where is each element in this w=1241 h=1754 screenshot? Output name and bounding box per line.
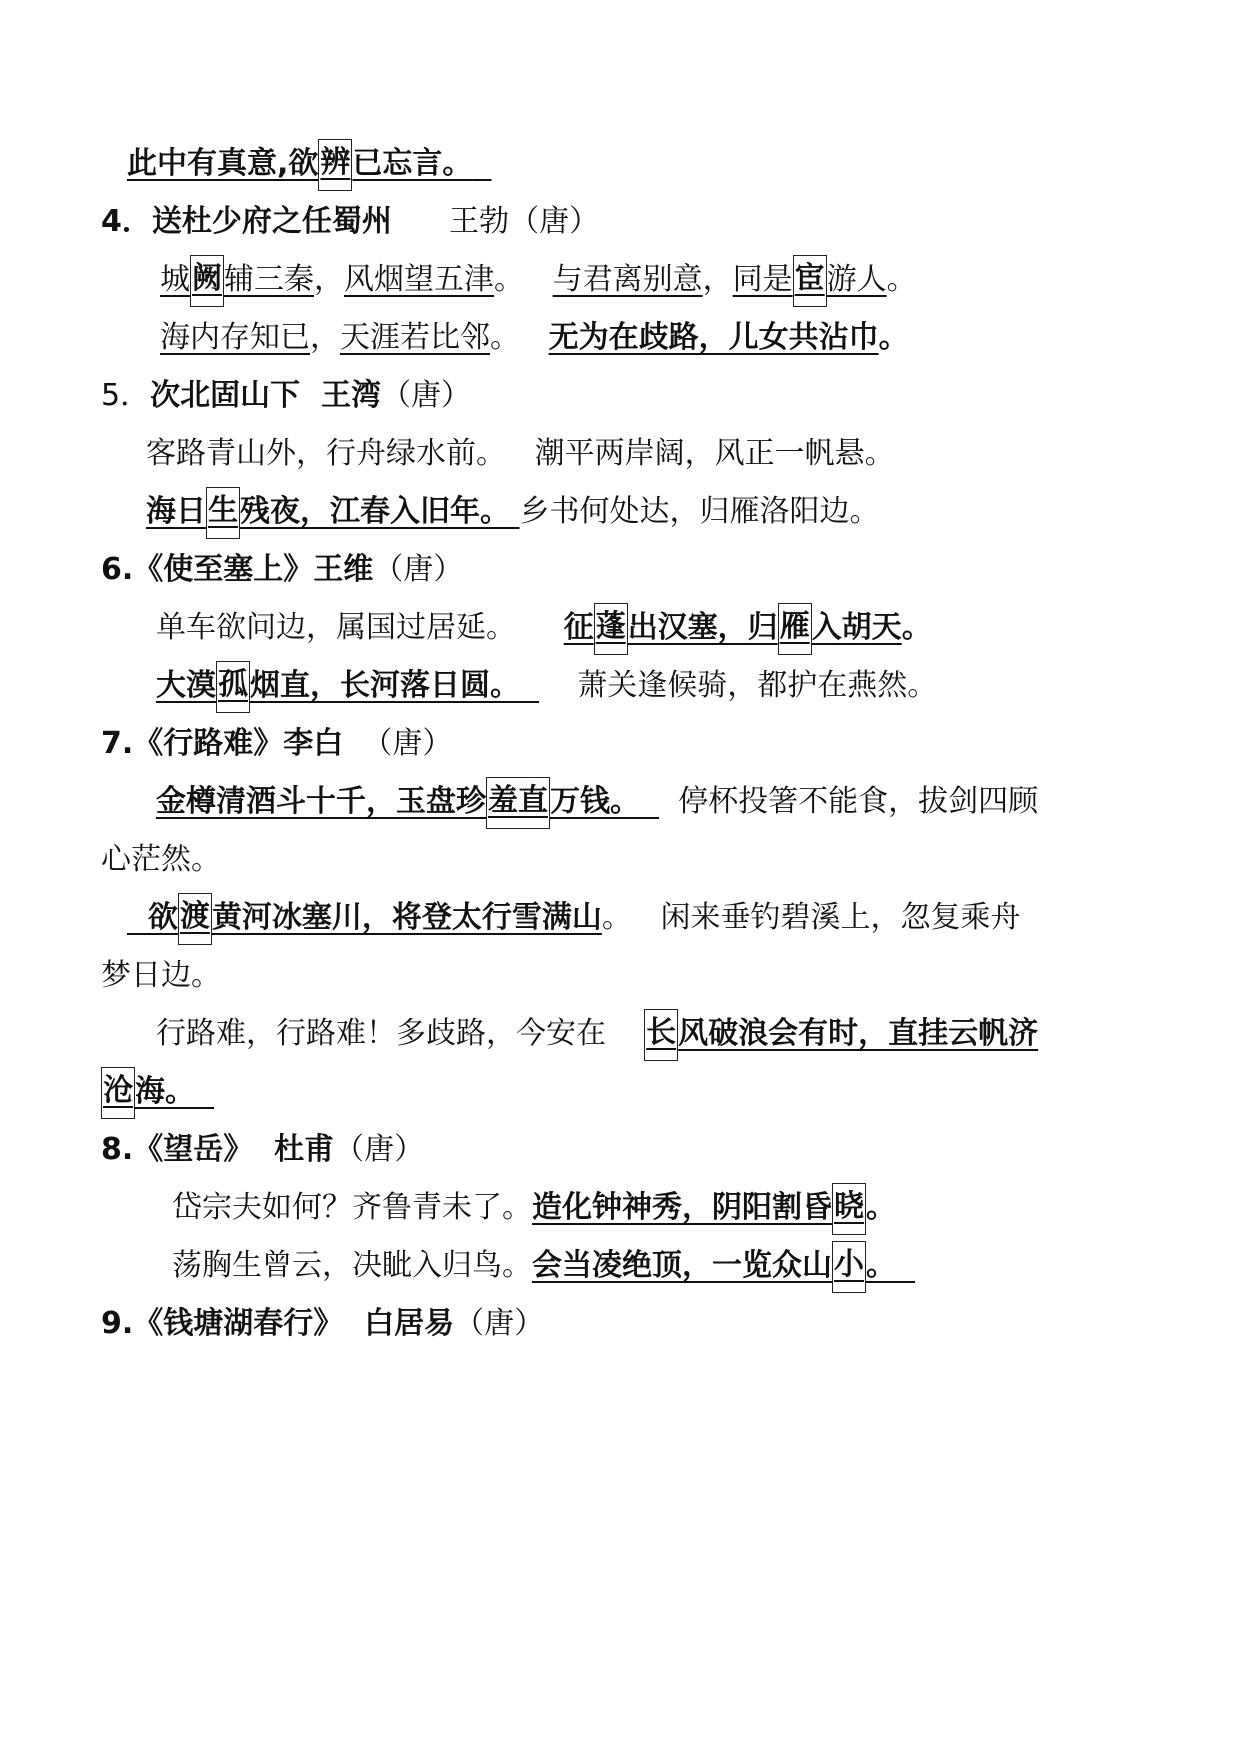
text-segment: ， — [314, 262, 344, 297]
poem-line — [156, 664, 937, 708]
text-segment: 单车欲问边，属国过居延。 — [156, 610, 564, 645]
text-segment: 残夜，江春入旧年。 — [240, 494, 510, 529]
boxed-character: 小 — [832, 1241, 866, 1293]
boxed-character: 辨 — [318, 139, 352, 191]
poem-title — [101, 200, 599, 244]
text-segment: （唐） — [454, 1306, 545, 1341]
poem-line — [101, 838, 221, 882]
text-segment: 行路难，行路难！多歧路，今安在 — [156, 1016, 645, 1051]
text-segment: 9.《钱塘湖春行》 白居易 — [101, 1306, 455, 1341]
boxed-character: 羞直 — [486, 777, 550, 829]
text-segment: 与君离别意 — [552, 262, 703, 297]
text-segment: （唐） — [380, 378, 471, 413]
text-segment: 已忘言。 — [352, 146, 473, 181]
text-segment: 海日 — [146, 494, 206, 529]
text-segment — [195, 1074, 214, 1109]
text-segment: 。 — [866, 1190, 896, 1225]
text-segment: 天涯若比邻 — [340, 320, 490, 355]
text-segment: 。 — [490, 320, 549, 355]
text-segment: 城 — [160, 262, 190, 297]
text-segment: 游人 — [826, 262, 887, 297]
text-segment: 7.《行路难》李白 — [101, 726, 344, 761]
text-segment: 入胡天 — [811, 610, 902, 645]
poem-line — [160, 316, 909, 360]
text-segment: 停杯投箸不能食，拔剑四顾 — [659, 784, 1039, 819]
text-segment: 此中有真意,欲 — [127, 146, 319, 181]
text-segment: 出汉塞，归 — [627, 610, 778, 645]
text-segment: 万钱。 — [550, 784, 640, 819]
text-segment: 8.《望岳》 杜甫 — [101, 1132, 335, 1167]
boxed-character: 沧 — [101, 1067, 135, 1119]
text-segment: 风破浪会有时，直挂云帆济 — [678, 1016, 1039, 1051]
text-segment: 辅三秦 — [224, 262, 314, 297]
text-segment: 乡书何处达，归雁洛阳边。 — [519, 494, 880, 529]
poem-title — [101, 1302, 544, 1346]
boxed-character: 生 — [206, 487, 240, 539]
poem-line — [127, 142, 491, 186]
boxed-character: 孤 — [216, 661, 250, 713]
text-segment — [472, 146, 491, 181]
poem-line — [156, 606, 932, 650]
text-segment: 梦日边。 — [101, 958, 221, 993]
poem-title — [101, 1128, 424, 1172]
text-segment: 会当凌绝顶，一览众山 — [532, 1248, 832, 1283]
text-segment: 心茫然。 — [101, 842, 221, 877]
text-segment: 6.《使至塞上》王维 — [101, 552, 374, 587]
text-segment: （唐） — [334, 1132, 425, 1167]
text-segment: 。 — [878, 320, 909, 355]
text-segment: 征 — [563, 610, 594, 645]
boxed-character: 雁 — [778, 603, 812, 655]
poem-title — [101, 374, 471, 418]
poem-line — [101, 1070, 214, 1114]
text-segment: 荡胸生曾云，决眦入归鸟。 — [172, 1248, 532, 1283]
text-segment: 岱宗夫如何？齐鲁青未了。 — [172, 1190, 532, 1225]
text-segment: （唐） — [343, 726, 453, 761]
text-segment: 同是 — [732, 262, 793, 297]
text-segment: 。 — [901, 610, 932, 645]
text-segment: 海内存知已 — [160, 320, 310, 355]
boxed-character: 蓬 — [594, 603, 628, 655]
poem-line — [146, 432, 895, 476]
poem-line — [172, 1186, 896, 1230]
poem-title — [101, 548, 463, 592]
text-segment: 王勃（唐） — [391, 204, 600, 239]
text-segment: （唐） — [373, 552, 464, 587]
boxed-character: 晓 — [832, 1183, 866, 1235]
text-segment: 欲 — [127, 900, 178, 935]
text-segment: ， — [702, 262, 733, 297]
boxed-character: 长 — [644, 1009, 678, 1061]
text-segment: 。 — [866, 1248, 896, 1283]
text-segment: 海。 — [135, 1074, 195, 1109]
text-segment: 次北固山下 王湾 — [150, 378, 381, 413]
text-segment: 烟直，长河落日圆。 — [250, 668, 520, 703]
text-segment: 。 — [494, 262, 553, 297]
text-segment — [520, 668, 539, 703]
text-segment: 客路青山外，行舟绿水前。 潮平两岸阔，风正一帆悬。 — [146, 436, 895, 471]
text-segment: 黄河冰塞川，将登太行雪满山 — [211, 900, 602, 935]
boxed-character: 阙 — [190, 255, 224, 307]
poem-title — [101, 722, 452, 766]
poem-line — [156, 780, 1038, 824]
text-segment: 。 — [886, 262, 917, 297]
text-segment: 造化钟神秀，阴阳割昏 — [532, 1190, 832, 1225]
poem-line — [101, 954, 221, 998]
text-segment: 5． — [101, 378, 151, 413]
text-segment: 风烟望五津 — [344, 262, 494, 297]
text-segment: 4．送杜少府之任蜀州 — [101, 204, 392, 239]
text-segment: 萧关逢候骑，都护在燕然。 — [539, 668, 938, 703]
poem-line — [160, 258, 917, 302]
text-segment: 金樽清酒斗十千，玉盘珍 — [156, 784, 486, 819]
boxed-character: 渡 — [178, 893, 212, 945]
poem-line — [172, 1244, 915, 1288]
text-segment: 大漠 — [156, 668, 216, 703]
text-segment — [640, 784, 659, 819]
text-segment: 。 闲来垂钓碧溪上，忽复乘舟 — [601, 900, 1021, 935]
text-segment — [896, 1248, 915, 1283]
text-segment: 无为在歧路，儿女共沾巾 — [548, 320, 879, 355]
poem-line — [146, 490, 880, 534]
boxed-character: 宦 — [793, 255, 827, 307]
poem-line — [156, 1012, 1038, 1056]
poem-line — [127, 896, 1021, 940]
text-segment — [510, 494, 520, 529]
text-segment: ， — [310, 320, 340, 355]
